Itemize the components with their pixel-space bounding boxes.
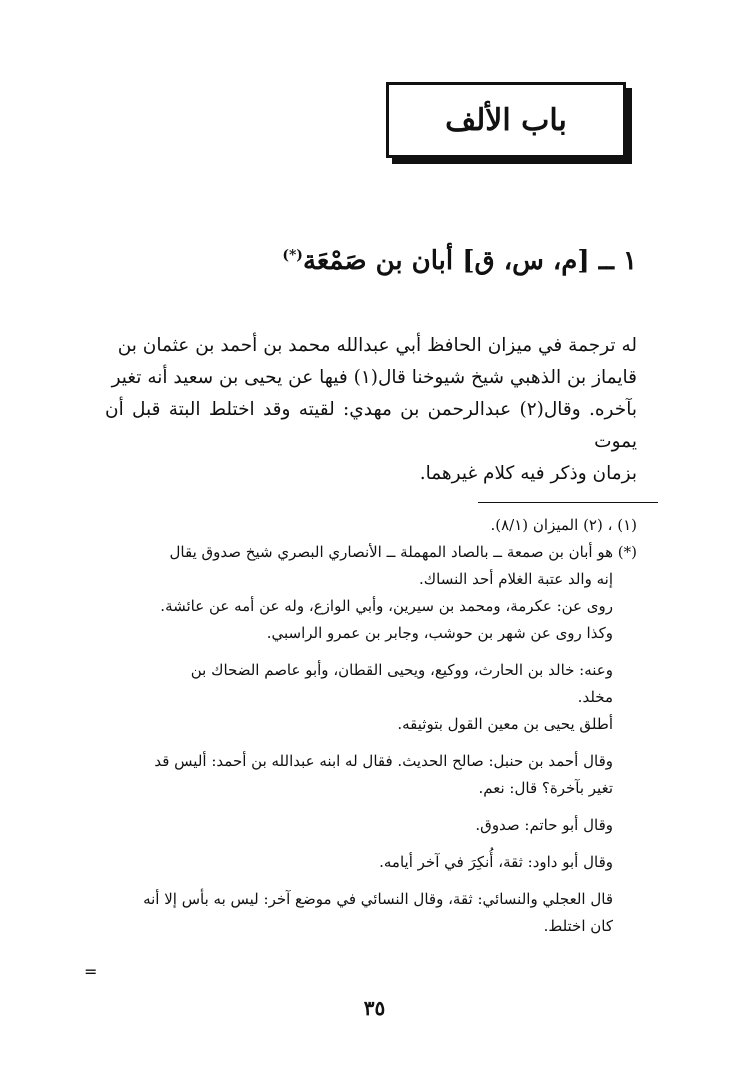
margin-mark: = [84,962,98,981]
footnote-line: روى عن: عكرمة، ومحمد بن سيرين، وأبي الوازع، وله عن أمه عن عائشة. [160,597,613,615]
footnotes [105,512,637,940]
entry-heading-mark: (*) [282,247,303,264]
footnote-line: (١) ، (٢) الميزان (٨/١). [490,516,637,534]
body-line: له ترجمة في ميزان الحافظ أبي عبدالله محمد بن أحمد بن عثمان بن [117,335,637,356]
body-line: بآخره. وقال(٢) عبدالرحمن بن مهدي: لقيته وقد اختلط البتة قبل أن يموت [105,399,637,452]
footnote-line: إنه والد عتبة الغلام أحد النساك. [419,570,613,588]
footnote-line: وقال أبو حاتم: صدوق. [475,816,613,834]
entry-body [105,330,637,490]
footnote-line: تغير بآخرة؟ قال: نعم. [478,779,613,797]
footnote-line: وكذا روى عن شهر بن حوشب، وجابر بن عمرو الراسبي. [266,624,613,642]
footnote-line: وقال أحمد بن حنبل: صالح الحديث. فقال له ابنه عبدالله بن أحمد: أليس قد [154,752,613,770]
footnote-line: (*) هو أبان بن صمعة ــ بالصاد المهملة ــ الأنصاري البصري شيخ صدوق يقال [169,543,637,561]
footnote-line: كان اختلط. [543,917,613,935]
entry-heading [282,246,637,276]
footnote-line: وقال أبو داود: ثقة، أُنكِرَ في آخر أيامه. [379,853,613,871]
chapter-title: باب الألف [445,102,567,138]
chapter-title-box [386,82,626,158]
page-number: ٣٥ [363,996,386,1020]
footnote-separator [478,502,658,503]
footnote-line: أطلق يحيى بن معين القول بتوثيقه. [397,715,613,733]
entry-heading-text: ١ ــ [م، س، ق] أبان بن صَمْعَة [302,246,637,276]
footnote-line: قال العجلي والنسائي: ثقة، وقال النسائي في موضع آخر: ليس به بأس إلا أنه [143,890,613,908]
body-line: بزمان وذكر فيه كلام غيرهما. [419,463,637,484]
footnote-line: وعنه: خالد بن الحارث، ووكيع، ويحيى القطان، وأبو عاصم الضحاك بن [190,661,613,679]
body-line: قايماز بن الذهبي شيخ شيوخنا قال(١) فيها عن يحيى بن سعيد أنه تغير [111,367,637,388]
footnote-line: مخلد. [577,688,613,706]
